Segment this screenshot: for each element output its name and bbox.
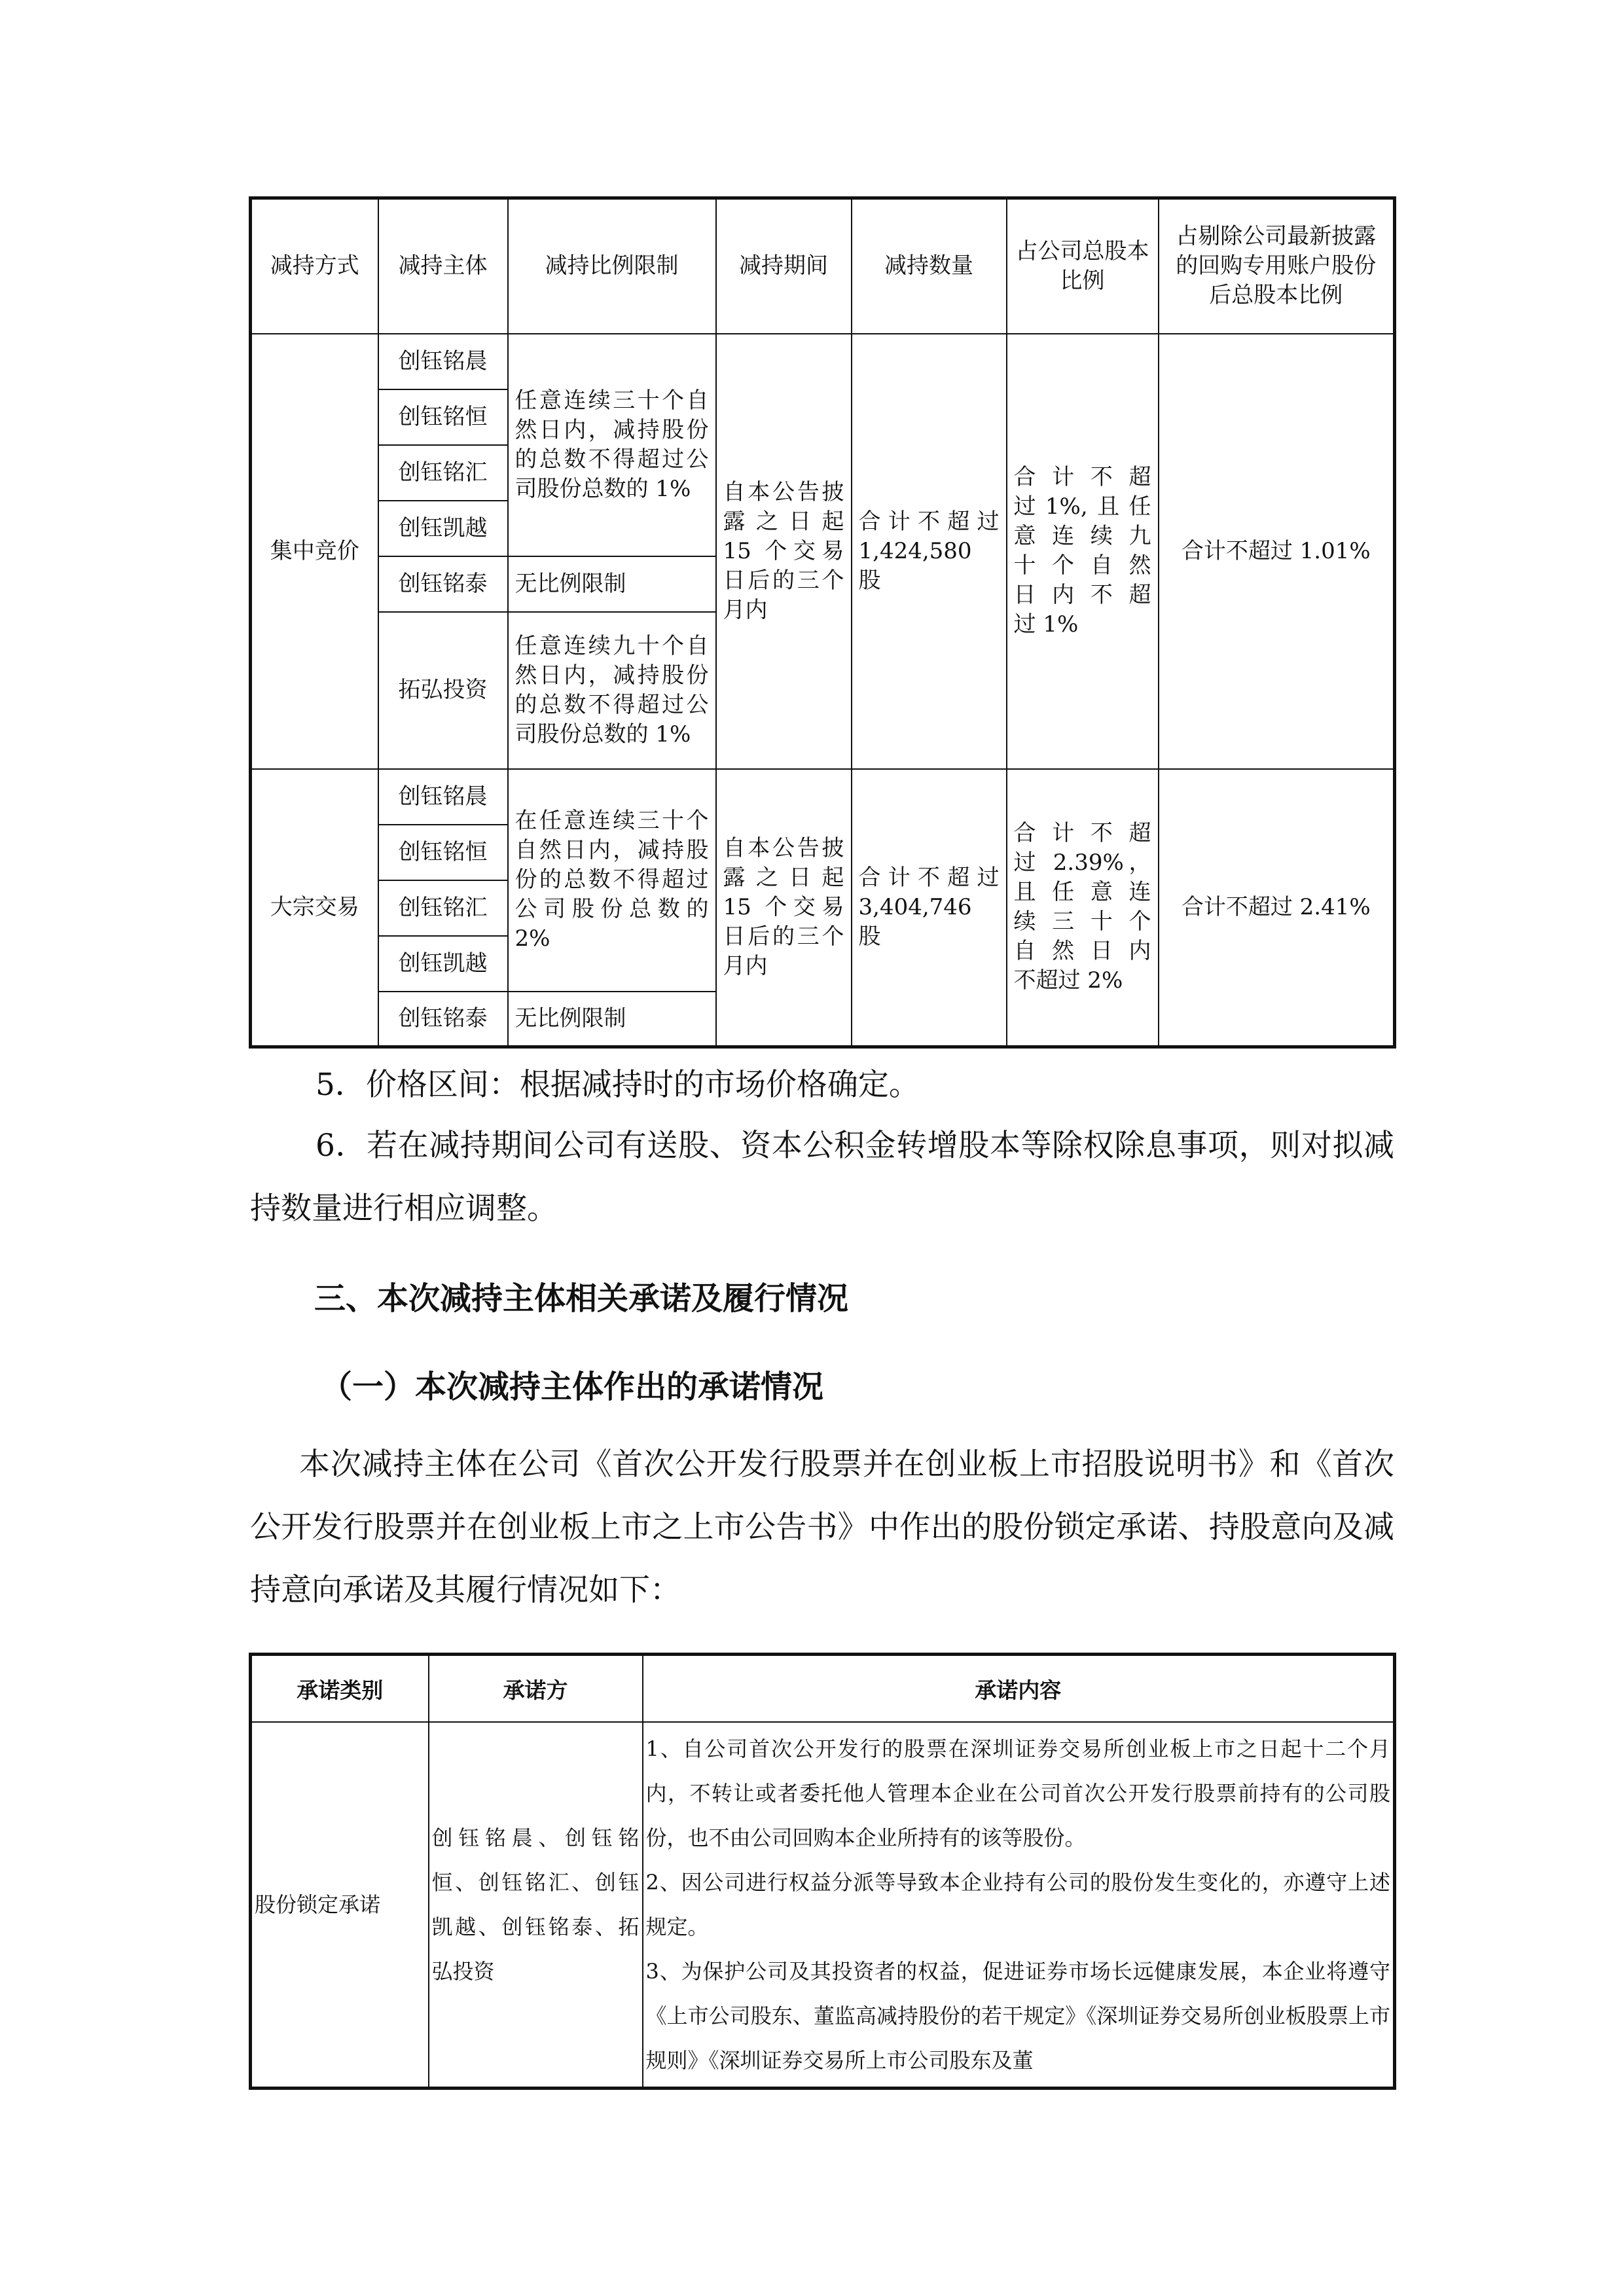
category-cell: 股份锁定承诺 (251, 1722, 429, 2089)
commitment-intro-paragraph: 本次减持主体在公司《首次公开发行股票并在创业板上市招股说明书》和《首次公开发行股票并在创业板上市之上市公告书》中作出的股份锁定承诺、持股意向及减持意向承诺及其履行情况如下： (250, 1446, 1394, 1608)
subject-cell: 创钰铭晨 (378, 334, 508, 389)
party-cell: 创钰铭晨、创钰铭恒、创钰铭汇、创钰凯越、创钰铭泰、拓弘投资 (429, 1722, 643, 2089)
reduction-plan-table (249, 196, 1396, 1049)
limit-cell: 在任意连续三十个自然日内，减持股份的总数不得超过公司股份总数的 2% (508, 769, 716, 992)
quantity-cell: 合 计 不 超 过 1,424,580 股 (852, 334, 1007, 769)
subject-cell: 创钰铭恒 (378, 825, 508, 880)
subject-cell: 创钰凯越 (378, 501, 508, 556)
ratio-excl-cell: 合计不超过 2.41% (1159, 769, 1395, 1047)
ratio-excl-cell: 合计不超过 1.01% (1159, 334, 1395, 769)
quantity-cell: 合 计 不 超 过 3,404,746 股 (852, 769, 1007, 1047)
commitment-table (249, 1653, 1396, 2090)
limit-cell: 任意连续九十个自然日内，减持股份的总数不得超过公司股份总数的 1% (508, 612, 716, 769)
header-ratio: 占公司总股本比例 (1007, 198, 1159, 334)
content-cell (643, 1722, 1395, 2089)
period-cell: 自本公告披露之日起 15 个交易日后的三个月内 (716, 334, 852, 769)
subject-cell: 创钰凯越 (378, 936, 508, 992)
subject-cell: 创钰铭恒 (378, 389, 508, 445)
period-cell: 自本公告披露之日起 15 个交易日后的三个月内 (716, 769, 852, 1047)
ratio-cell: 合 计 不 超 过1%,且任 意 连 续 九 十 个 自 然 日 内 不 超 过 1% (1007, 334, 1159, 769)
adjustment-paragraph: 6．若在减持期间公司有送股、资本公积金转增股本等除权除息事项，则对拟减持数量进行相应调整。 (250, 1128, 1394, 1227)
header-ratio-excl: 占剔除公司最新披露的回购专用账户股份后总股本比例 (1159, 198, 1395, 334)
header-period: 减持期间 (716, 198, 852, 334)
header-party: 承诺方 (429, 1655, 643, 1723)
header-content: 承诺内容 (643, 1655, 1395, 1723)
header-subject: 减持主体 (378, 198, 508, 334)
header-method: 减持方式 (251, 198, 378, 334)
ratio-cell: 合 计 不 超 过 2.39%，且 任 意 连 续 三 十 个 自 然 日 内 不超过 2% (1007, 769, 1159, 1047)
header-limit: 减持比例限制 (508, 198, 716, 334)
subject-cell: 创钰铭泰 (378, 556, 508, 612)
limit-cell: 无比例限制 (508, 992, 716, 1047)
method-cell: 大宗交易 (251, 769, 378, 1047)
subject-cell: 拓弘投资 (378, 612, 508, 769)
limit-cell: 任意连续三十个自然日内，减持股份的总数不得超过公司股份总数的 1% (508, 334, 716, 556)
header-category: 承诺类别 (251, 1655, 429, 1723)
price-range-paragraph: 5．价格区间：根据减持时的市场价格确定。 (316, 1067, 920, 1103)
subject-cell: 创钰铭泰 (378, 992, 508, 1047)
subsection-heading: （一）本次减持主体作出的承诺情况 (321, 1369, 824, 1405)
commitment-item-1: 1、自公司首次公开发行的股票在深圳证券交易所创业板上市之日起十二个月内，不转让或者委托他人管理本企业在公司首次公开发行股票前持有的公司股份，也不由公司回购本企业所持有的该等股份。 (645, 1736, 1390, 1850)
commitment-item-3: 3、为保护公司及其投资者的权益，促进证券市场长远健康发展，本企业将遵守《上市公司股东、董监高减持股份的若干规定》《深圳证券交易所创业板股票上市规则》《深圳证券交易所上市公司股东及董 (645, 1959, 1390, 2073)
limit-cell: 无比例限制 (508, 556, 716, 612)
method-cell: 集中竞价 (251, 334, 378, 769)
section-heading: 三、本次减持主体相关承诺及履行情况 (314, 1280, 849, 1317)
subject-cell: 创钰铭汇 (378, 445, 508, 501)
header-quantity: 减持数量 (852, 198, 1007, 334)
subject-cell: 创钰铭汇 (378, 880, 508, 936)
subject-cell: 创钰铭晨 (378, 769, 508, 825)
commitment-item-2: 2、因公司进行权益分派等导致本企业持有公司的股份发生变化的，亦遵守上述规定。 (645, 1870, 1390, 1939)
